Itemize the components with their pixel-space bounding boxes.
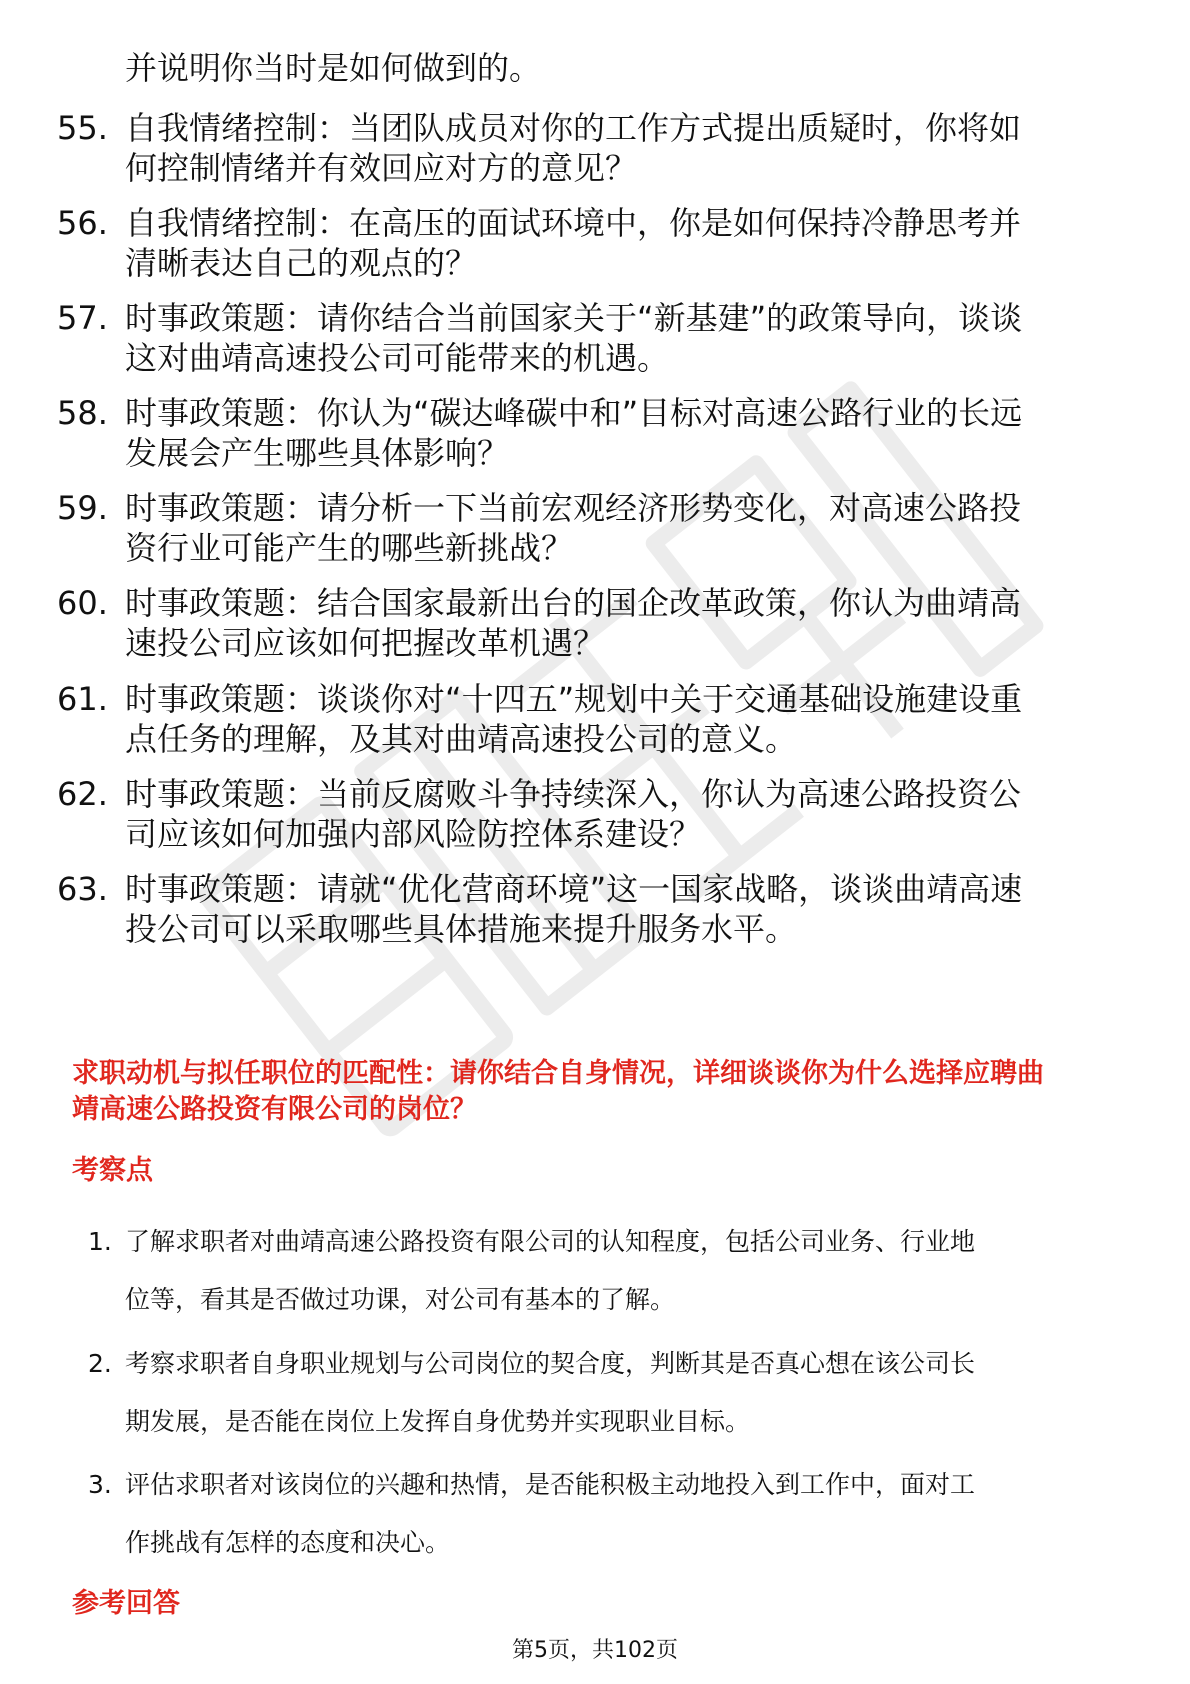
question-number: 55. bbox=[57, 109, 108, 147]
list-item-continuation: 并说明你当时是如何做到的。 bbox=[125, 49, 542, 87]
question-text-line: 时事政策题：谈谈你对“十四五”规划中关于交通基础设施建设重 bbox=[125, 680, 1023, 718]
question-text-line: 自我情绪控制：当团队成员对你的工作方式提出质疑时，你将如 bbox=[125, 109, 1022, 147]
point-text-line: 评估求职者对该岗位的兴趣和热情，是否能积极主动地投入到工作中，面对工 bbox=[125, 1470, 976, 1499]
point-text-line: 了解求职者对曲靖高速公路投资有限公司的认知程度，包括公司业务、行业地 bbox=[125, 1227, 976, 1256]
section-title-line: 靖高速公路投资有限公司的岗位？ bbox=[72, 1094, 477, 1125]
point-number: 1. bbox=[88, 1227, 112, 1256]
point-number: 2. bbox=[88, 1349, 112, 1378]
point-text-line: 位等，看其是否做过功课，对公司有基本的了解。 bbox=[125, 1285, 676, 1314]
point-number: 3. bbox=[88, 1470, 112, 1499]
question-text-line: 何控制情绪并有效回应对方的意见？ bbox=[125, 149, 638, 187]
question-number: 56. bbox=[57, 204, 108, 242]
question-text-line: 时事政策题：请分析一下当前宏观经济形势变化，对高速公路投 bbox=[125, 489, 1022, 527]
question-number: 63. bbox=[57, 870, 108, 908]
question-text-line: 投公司可以采取哪些具体措施来提升服务水平。 bbox=[125, 910, 798, 948]
question-number: 58. bbox=[57, 394, 108, 432]
section-title-line: 求职动机与拟任职位的匹配性：请你结合自身情况，详细谈谈你为什么选择应聘曲 bbox=[72, 1058, 1044, 1089]
question-text-line: 发展会产生哪些具体影响？ bbox=[125, 434, 510, 472]
point-text-line: 期发展，是否能在岗位上发挥自身优势并实现职业目标。 bbox=[125, 1407, 751, 1436]
question-number: 57. bbox=[57, 299, 108, 337]
question-number: 60. bbox=[57, 584, 108, 622]
question-text-line: 清晰表达自己的观点的？ bbox=[125, 244, 478, 282]
answer-heading: 参考回答 bbox=[72, 1588, 180, 1619]
question-text-line: 时事政策题：结合国家最新出台的国企改革政策，你认为曲靖高 bbox=[125, 584, 1022, 622]
page-number: 第5页，共102页 bbox=[512, 1638, 678, 1663]
point-text-line: 考察求职者自身职业规划与公司岗位的契合度，判断其是否真心想在该公司长 bbox=[125, 1349, 976, 1378]
question-number: 61. bbox=[57, 680, 108, 718]
question-text-line: 自我情绪控制：在高压的面试环境中，你是如何保持冷静思考并 bbox=[125, 204, 1022, 242]
question-text-line: 资行业可能产生的哪些新挑战？ bbox=[125, 529, 574, 567]
question-text-line: 速投公司应该如何把握改革机遇？ bbox=[125, 624, 606, 662]
question-text-line: 时事政策题：请你结合当前国家关于“新基建”的政策导向，谈谈 bbox=[125, 299, 1023, 337]
question-text-line: 时事政策题：当前反腐败斗争持续深入，你认为高速公路投资公 bbox=[125, 775, 1022, 813]
question-text-line: 点任务的理解，及其对曲靖高速投公司的意义。 bbox=[125, 720, 798, 758]
question-text-line: 时事政策题：你认为“碳达峰碳中和”目标对高速公路行业的长远 bbox=[125, 394, 1023, 432]
question-text-line: 这对曲靖高速投公司可能带来的机遇。 bbox=[125, 339, 670, 377]
point-text-line: 作挑战有怎样的态度和决心。 bbox=[125, 1528, 451, 1557]
question-number: 59. bbox=[57, 489, 108, 527]
assessment-heading: 考察点 bbox=[72, 1155, 153, 1186]
question-text-line: 司应该如何加强内部风险防控体系建设？ bbox=[125, 815, 702, 853]
question-text-line: 时事政策题：请就“优化营商环境”这一国家战略，谈谈曲靖高速 bbox=[125, 870, 1023, 908]
section-title bbox=[72, 1056, 1132, 1128]
question-number: 62. bbox=[57, 775, 108, 813]
